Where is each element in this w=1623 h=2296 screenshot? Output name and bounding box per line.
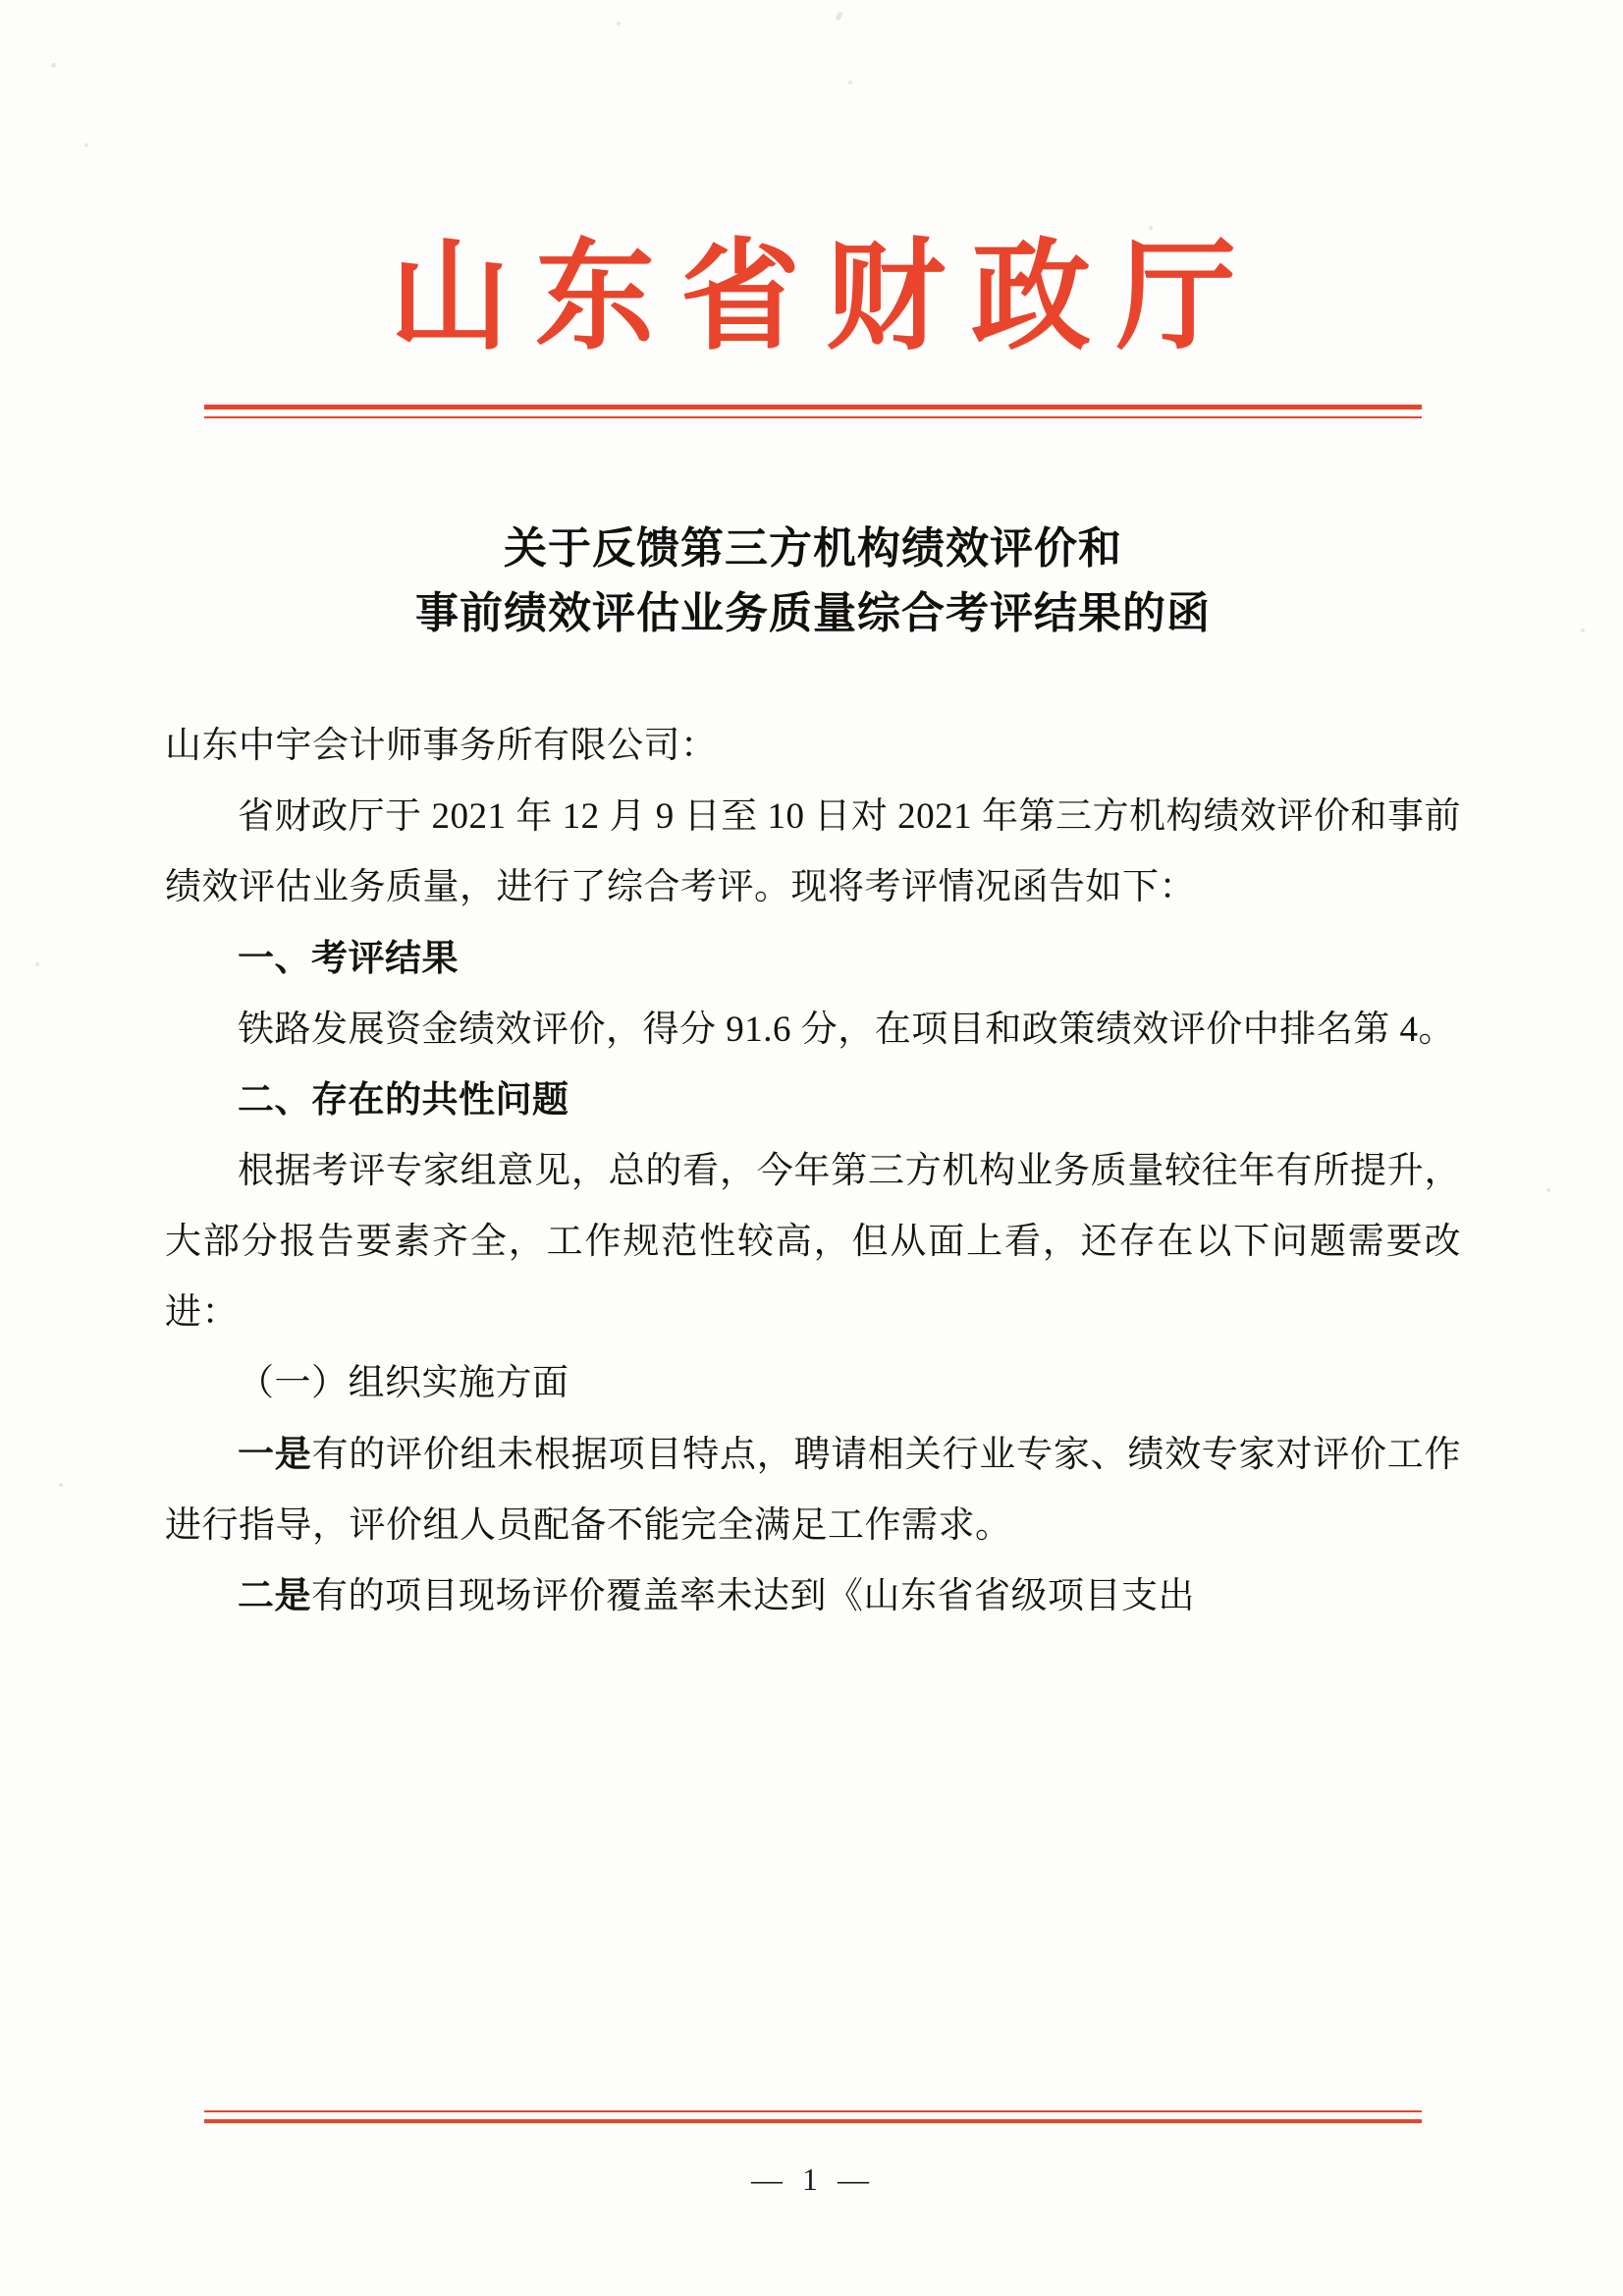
section-1-paragraph: 铁路发展资金绩效评价，得分 91.6 分，在项目和政策绩效评价中排名第 4。 [238,1009,1455,1050]
page-number: — 1 — [751,2161,875,2197]
footer-rule-thick [204,2119,1422,2123]
letterhead-organization: 山东省财政厅 [390,232,1262,364]
section-2-heading: 二、存在的共性问题 [238,1079,569,1121]
letterhead-rule-thick [204,405,1422,410]
document-title-line-2: 事前绩效评估业务质量综合考评结果的函 [415,589,1211,638]
document-content [165,0,1461,2296]
intro-paragraph: 省财政厅于 2021 年 12 月 9 日至 10 日对 2021 年第三方机构绩效评价和事前绩效评估业务质量，进行了综合考评。现将考评情况函告如下： [165,796,1461,908]
addressee: 山东中宇会计师事务所有限公司： [165,726,718,767]
document-body [165,711,1461,1632]
paper-speck [59,1483,63,1487]
paper-speck [1581,629,1585,632]
item-2-text: 有的项目现场评价覆盖率未达到《山东省省级项目支出 [311,1575,1195,1616]
item-1 [165,1420,1461,1561]
paper-speck [35,962,39,966]
letterhead-rule-thin [204,416,1422,418]
document-title [165,517,1461,646]
paper-speck [1546,1188,1550,1192]
footer-divider [204,2110,1422,2123]
item-2-label: 二是 [238,1575,311,1616]
subsection-1-heading: （一）组织实施方面 [238,1363,569,1404]
letterhead-divider [204,405,1422,418]
letterhead [165,0,1461,364]
item-1-text: 有的评价组未根据项目特点，聘请相关行业专家、绩效专家对评价工作进行指导，评价组人员配备不能完全满足工作需求。 [165,1434,1461,1546]
paper-speck [51,63,56,68]
section-2-paragraph: 根据考评专家组意见，总的看，今年第三方机构业务质量较往年有所提升，大部分报告要素齐全，工作规范性较高，但从面上看，还存在以下问题需要改进： [165,1150,1461,1334]
paper-speck [84,143,88,147]
item-2 [165,1561,1461,1632]
section-1-heading: 一、考评结果 [238,938,459,979]
footer-rule-thin [204,2110,1422,2112]
document-title-line-1: 关于反馈第三方机构绩效评价和 [504,524,1122,574]
item-1-label: 一是 [238,1434,312,1475]
